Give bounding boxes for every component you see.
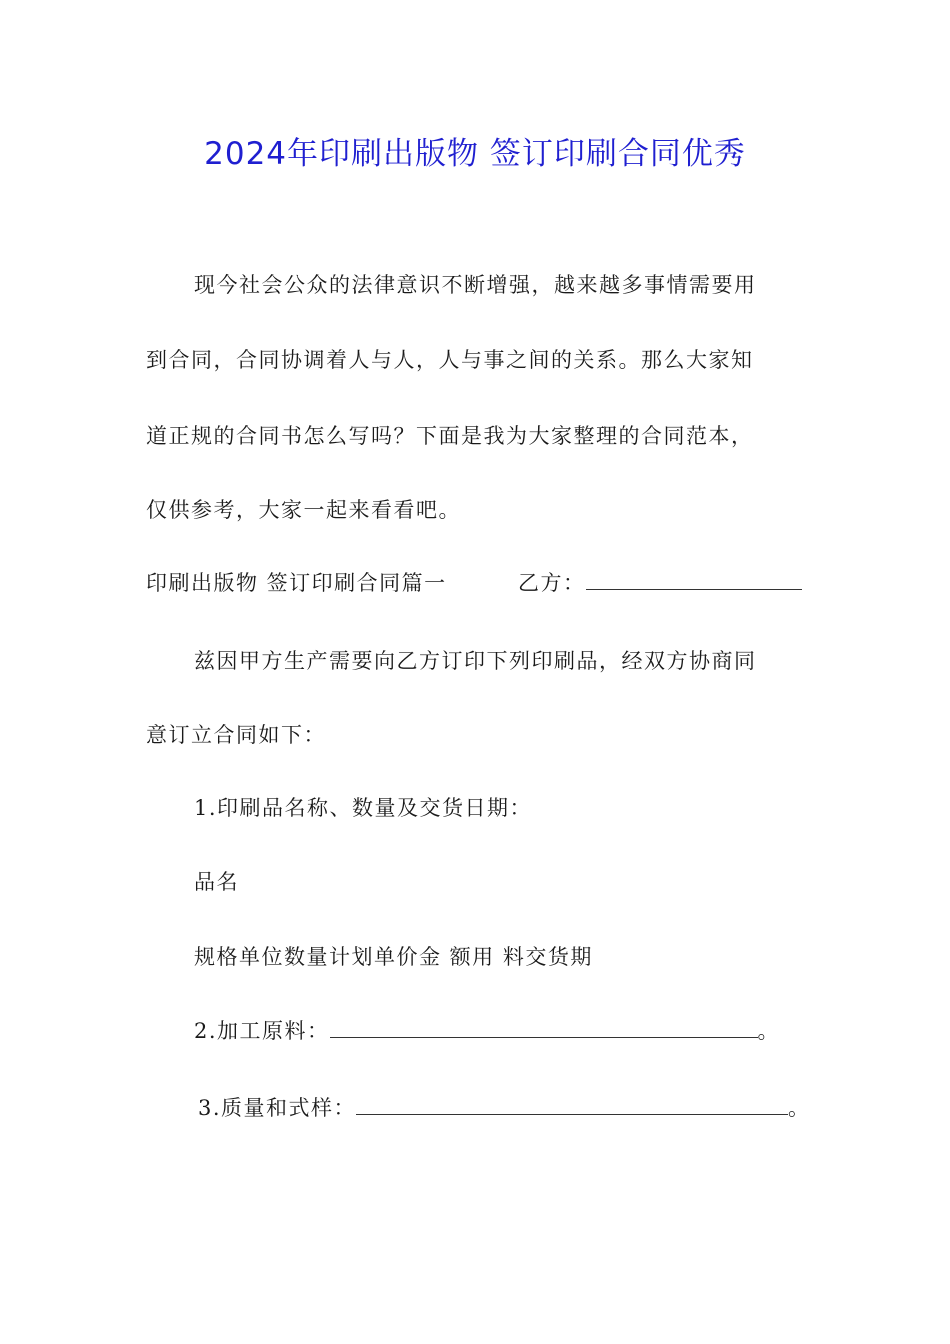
intro-line-1: 现今社会公众的法律意识不断增强，越来越多事情需要用 <box>194 273 757 297</box>
item-2-blank <box>330 1017 758 1038</box>
item-1-heading: 1.印刷品名称、数量及交货日期： <box>194 796 533 820</box>
party-b-label: 乙方： <box>518 571 586 595</box>
item-3-label: 3.质量和式样： <box>198 1096 357 1120</box>
item-1-name: 品名 <box>194 870 239 894</box>
item-3-blank <box>356 1094 788 1115</box>
intro-line-3: 道正规的合同书怎么写吗？下面是我为大家整理的合同范本， <box>146 424 754 448</box>
document-title: 2024年印刷出版物 签订印刷合同优秀 <box>204 136 746 172</box>
section-heading: 印刷出版物 签订印刷合同篇一 <box>146 571 447 595</box>
body-line-1: 兹因甲方生产需要向乙方订印下列印刷品，经双方协商同 <box>194 649 757 673</box>
item-3-end: 。 <box>788 1096 811 1120</box>
item-2-line <box>194 1016 780 1046</box>
party-b-blank <box>586 569 802 590</box>
item-1-columns: 规格单位数量计划单价金 额用 料交货期 <box>194 945 593 969</box>
party-b-line <box>518 568 802 598</box>
item-2-label: 2.加工原料： <box>194 1019 330 1043</box>
body-line-2: 意订立合同如下： <box>146 723 326 747</box>
intro-line-4: 仅供参考，大家一起来看看吧。 <box>146 498 461 522</box>
intro-line-2: 到合同，合同协调着人与人，人与事之间的关系。那么大家知 <box>146 348 754 372</box>
item-3-line <box>198 1093 811 1123</box>
item-2-end: 。 <box>757 1019 781 1043</box>
